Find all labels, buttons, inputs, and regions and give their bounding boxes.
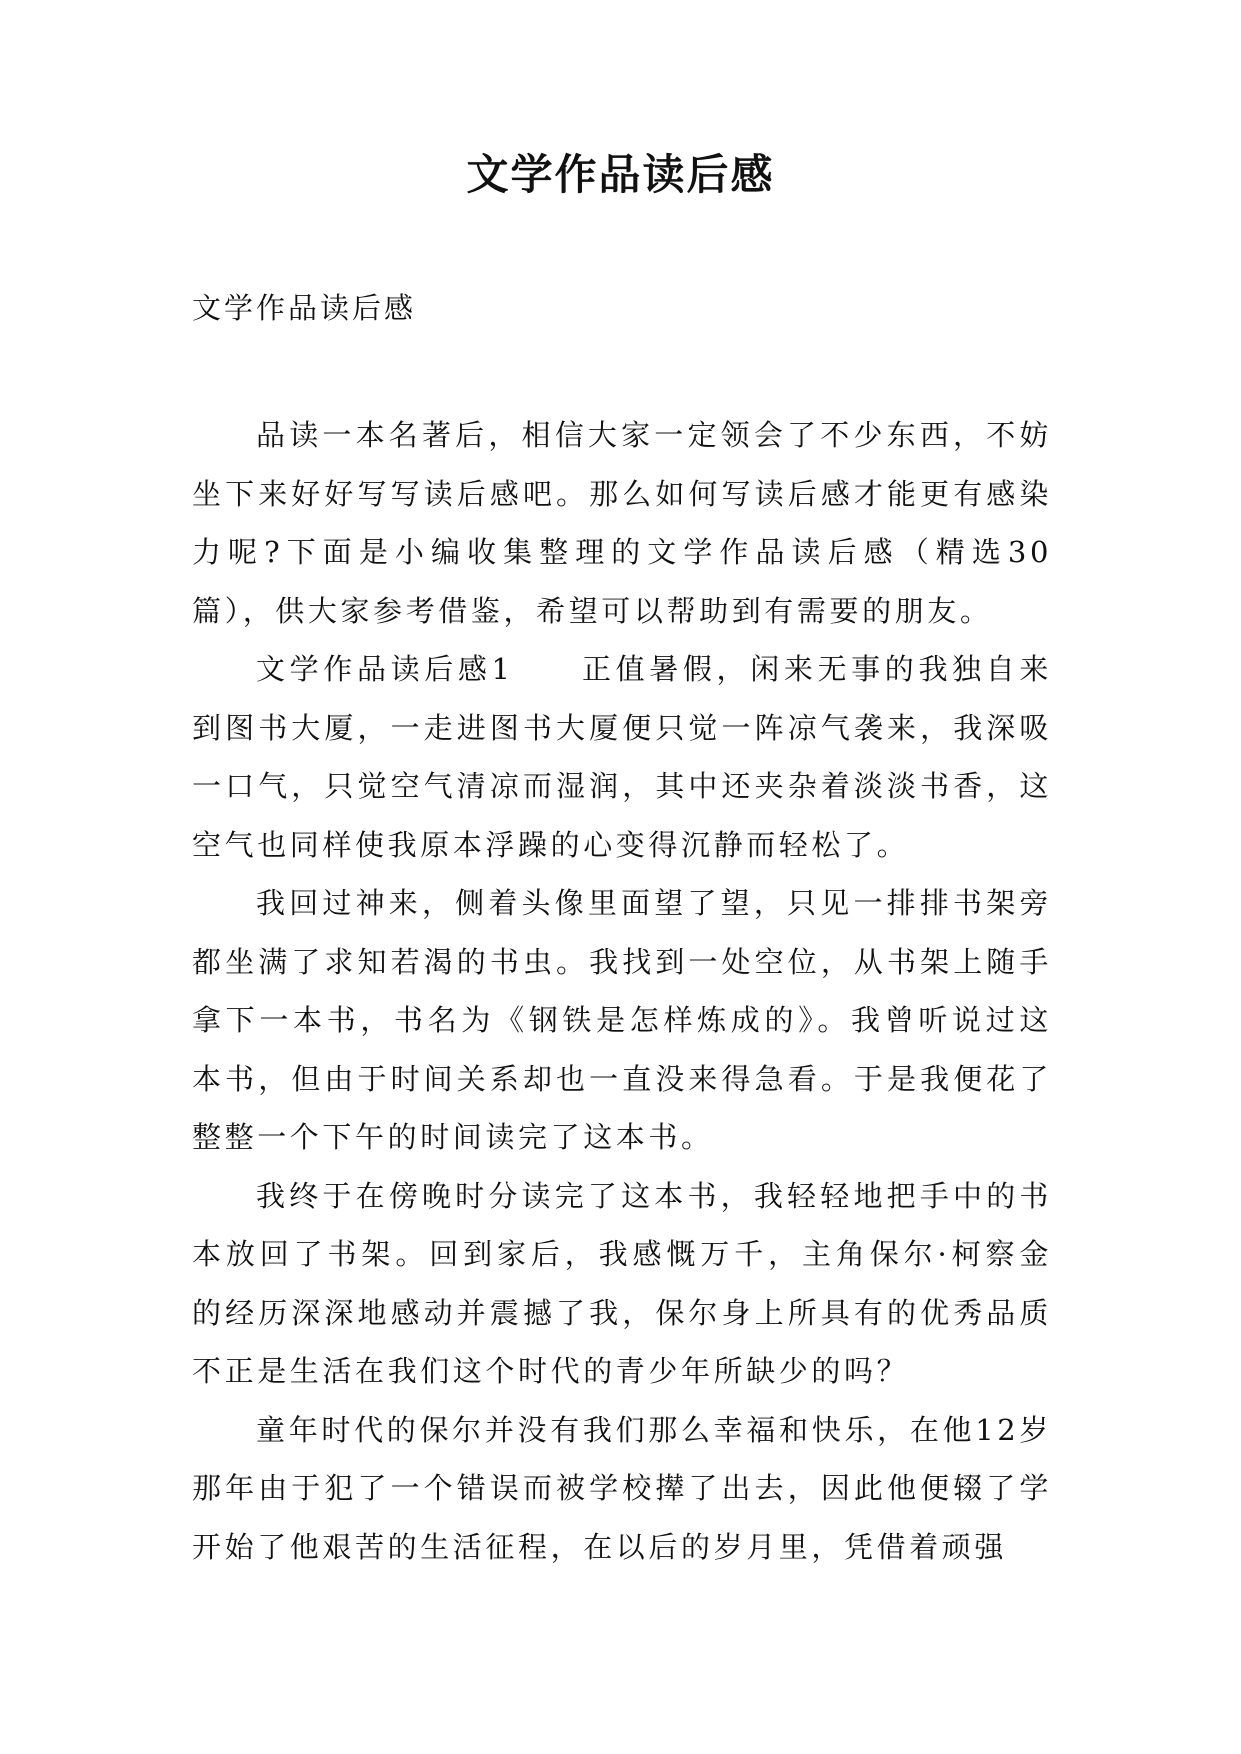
paragraph-childhood: 童年时代的保尔并没有我们那么幸福和快乐，在他12岁那年由于犯了一个错误而被学校撵了出去，因此他便辍了学开始了他艰苦的生活征程，在以后的岁月里，凭借着顽强 xyxy=(192,1412,1052,1564)
document-subtitle: 文学作品读后感 xyxy=(192,291,417,325)
document-title: 文学作品读后感 xyxy=(466,150,775,199)
paragraph-essay-1-opening: 文学作品读后感1 正值暑假，闲来无事的我独自来到图书大厦，一走进图书大厦便只觉一阵凉气袭来，我深吸一口气，只觉空气清凉而湿润，其中还夹杂着淡淡书香，这空气也同样使我原本浮躁的心变得沉静而轻松了。 xyxy=(192,652,1052,862)
paragraph-bookshelf: 我回过神来，侧着头像里面望了望，只见一排排书架旁都坐满了求知若渴的书虫。我找到一处空位，从书架上随手拿下一本书，书名为《钢铁是怎样炼成的》。我曾听说过这本书，但由于时间关系却也一直没来得急看。于是我便花了整整一个下午的时间读完了这本书。 xyxy=(192,886,1052,1154)
paragraph-finished-book: 我终于在傍晚时分读完了这本书，我轻轻地把手中的书本放回了书架。回到家后，我感慨万千，主角保尔·柯察金的经历深深地感动并震撼了我，保尔身上所具有的优秀品质不正是生活在我们这个时代的青少年所缺少的吗？ xyxy=(192,1178,1052,1388)
paragraph-intro: 品读一本名著后，相信大家一定领会了不少东西，不妨坐下来好好写写读后感吧。那么如何写读后感才能更有感染力呢?下面是小编收集整理的文学作品读后感（精选30篇），供大家参考借鉴，希望可以帮助到有需要的朋友。 xyxy=(192,418,1052,628)
document-body xyxy=(192,406,1052,1576)
